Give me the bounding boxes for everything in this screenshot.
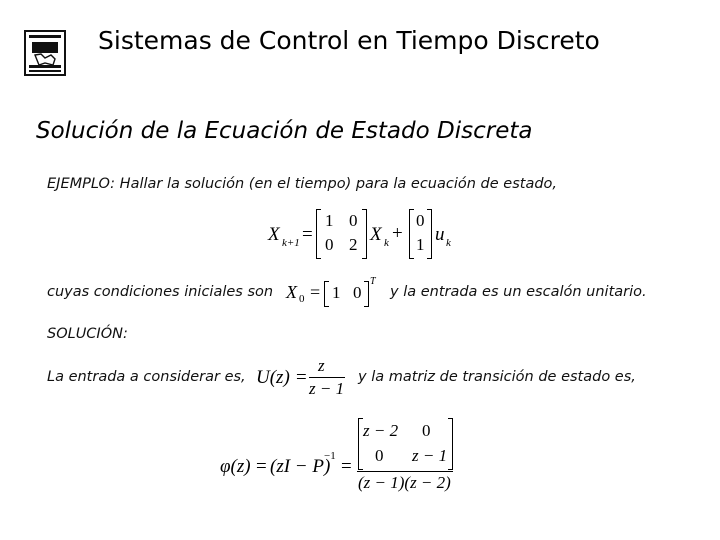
matrix-a-left-bracket — [316, 209, 321, 259]
transition-matrix-cell: z − 2 — [363, 421, 399, 440]
input-fraction-bar — [309, 377, 345, 378]
input-tail: y la matriz de transición de estado es, — [358, 369, 636, 385]
input-lead: La entrada a considerar es, — [47, 369, 246, 385]
state-x: X — [370, 224, 382, 245]
matrix-b-right-bracket — [427, 209, 432, 259]
university-logo-icon — [24, 30, 66, 76]
state-equals: = — [302, 224, 313, 245]
matrix-a-right-bracket — [362, 209, 367, 259]
transition-denominator: (z − 1)(z − 2) — [358, 473, 451, 492]
conditions-tail: y la entrada es un escalón unitario. — [390, 284, 647, 300]
initial-left-bracket — [324, 281, 329, 307]
transition-matrix-cell: 0 — [422, 421, 431, 440]
initial-condition-equation — [284, 278, 384, 308]
initial-equals: = — [310, 282, 321, 302]
transition-lhs: φ(z) — [220, 456, 251, 477]
slide-title: Sistemas de Control en Tiempo Discreto — [98, 26, 600, 55]
matrix-a-cell: 1 — [325, 211, 334, 230]
state-equation — [266, 206, 456, 260]
transition-matrix-cell: 0 — [375, 446, 384, 465]
matrix-b-cell: 0 — [416, 211, 425, 230]
state-plus: + — [392, 223, 403, 244]
logo-emblem — [31, 41, 59, 67]
transition-matrix-cell: z − 1 — [412, 446, 448, 465]
initial-lhs-subscript: 0 — [299, 293, 305, 305]
transition-inverse-term: (zI − P) — [270, 456, 331, 477]
matrix-b-left-bracket — [409, 209, 414, 259]
transition-inverse-exponent: −1 — [324, 450, 336, 462]
initial-lhs: X — [286, 282, 297, 302]
state-lhs-subscript: k+1 — [282, 237, 300, 249]
input-equation — [254, 356, 354, 400]
state-u: u — [435, 224, 445, 245]
state-u-subscript: k — [446, 237, 451, 249]
input-equals: = — [296, 367, 307, 388]
state-x-subscript: k — [384, 237, 389, 249]
example-intro: EJEMPLO: Hallar la solución (en el tiempo) para la ecuación de estado, — [47, 176, 558, 192]
transition-matrix-equation — [220, 416, 460, 496]
matrix-a-cell: 2 — [349, 235, 358, 254]
input-numerator: z — [318, 356, 325, 375]
state-lhs: X — [268, 224, 280, 245]
solution-heading: SOLUCIÓN: — [47, 326, 128, 342]
logo-band-bottom — [29, 65, 61, 68]
logo-band-footer — [29, 70, 61, 72]
input-lhs: U(z) — [256, 367, 290, 388]
transpose-superscript: T — [370, 276, 376, 287]
logo-band-top — [29, 35, 61, 38]
transition-equals-2: = — [341, 456, 352, 477]
initial-right-bracket — [364, 281, 369, 307]
matrix-b-cell: 1 — [416, 235, 425, 254]
initial-vector-cell: 1 — [332, 283, 341, 302]
transition-right-bracket — [448, 418, 453, 470]
transition-fraction-bar — [357, 471, 453, 472]
conditions-lead: cuyas condiciones iniciales son — [47, 284, 274, 300]
matrix-a-cell: 0 — [349, 211, 358, 230]
input-denominator: z − 1 — [309, 379, 345, 398]
initial-vector-cell: 0 — [353, 283, 362, 302]
matrix-a-cell: 0 — [325, 235, 334, 254]
transition-equals-1: = — [256, 456, 267, 477]
section-title: Solución de la Ecuación de Estado Discreta — [36, 118, 533, 144]
